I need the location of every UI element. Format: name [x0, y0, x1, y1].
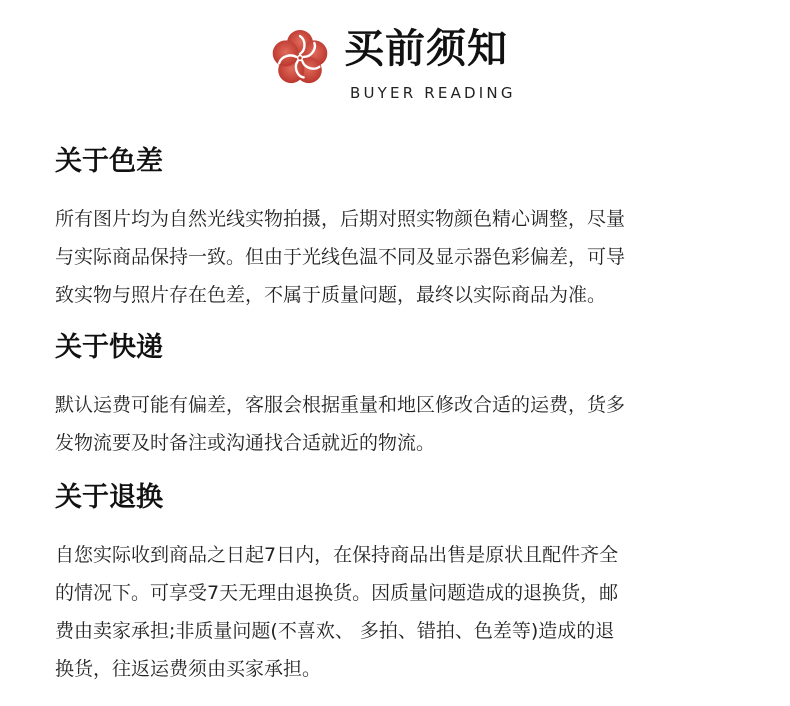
section-body	[55, 536, 755, 688]
body-line: 与实际商品保持一致。但由于光线色温不同及显示器色彩偏差，可导	[55, 246, 626, 268]
section-title: 关于色差	[55, 146, 163, 177]
body-line: 换货，往返运费须由买家承担。	[55, 658, 322, 680]
body-line: 致实物与照片存在色差，不属于质量问题，最终以实际商品为准。	[55, 284, 607, 306]
page-header	[0, 0, 790, 110]
plum-blossom-logo-icon	[271, 29, 329, 87]
page-subtitle: BUYER READING	[350, 84, 516, 102]
page-title: 买前须知	[344, 26, 508, 72]
section-body	[55, 386, 755, 462]
section-title: 关于退换	[55, 482, 163, 513]
body-line: 所有图片均为自然光线实物拍摄，后期对照实物颜色精心调整，尽量	[55, 208, 626, 230]
section-shipping	[55, 330, 755, 462]
body-line: 费由卖家承担;非质量问题(不喜欢、 多拍、错拍、色差等)造成的退	[55, 620, 615, 642]
body-line: 的情况下。可享受7天无理由退换货。因质量问题造成的退换货，邮	[55, 582, 619, 604]
section-returns	[55, 480, 755, 688]
section-color-difference	[55, 144, 755, 314]
body-line: 默认运费可能有偏差，客服会根据重量和地区修改合适的运费，货多	[55, 394, 626, 416]
body-line: 自您实际收到商品之日起7日内，在保持商品出售是原状且配件齐全	[55, 544, 619, 566]
section-title: 关于快递	[55, 332, 163, 363]
body-line: 发物流要及时备注或沟通找合适就近的物流。	[55, 432, 436, 454]
section-body	[55, 200, 755, 314]
